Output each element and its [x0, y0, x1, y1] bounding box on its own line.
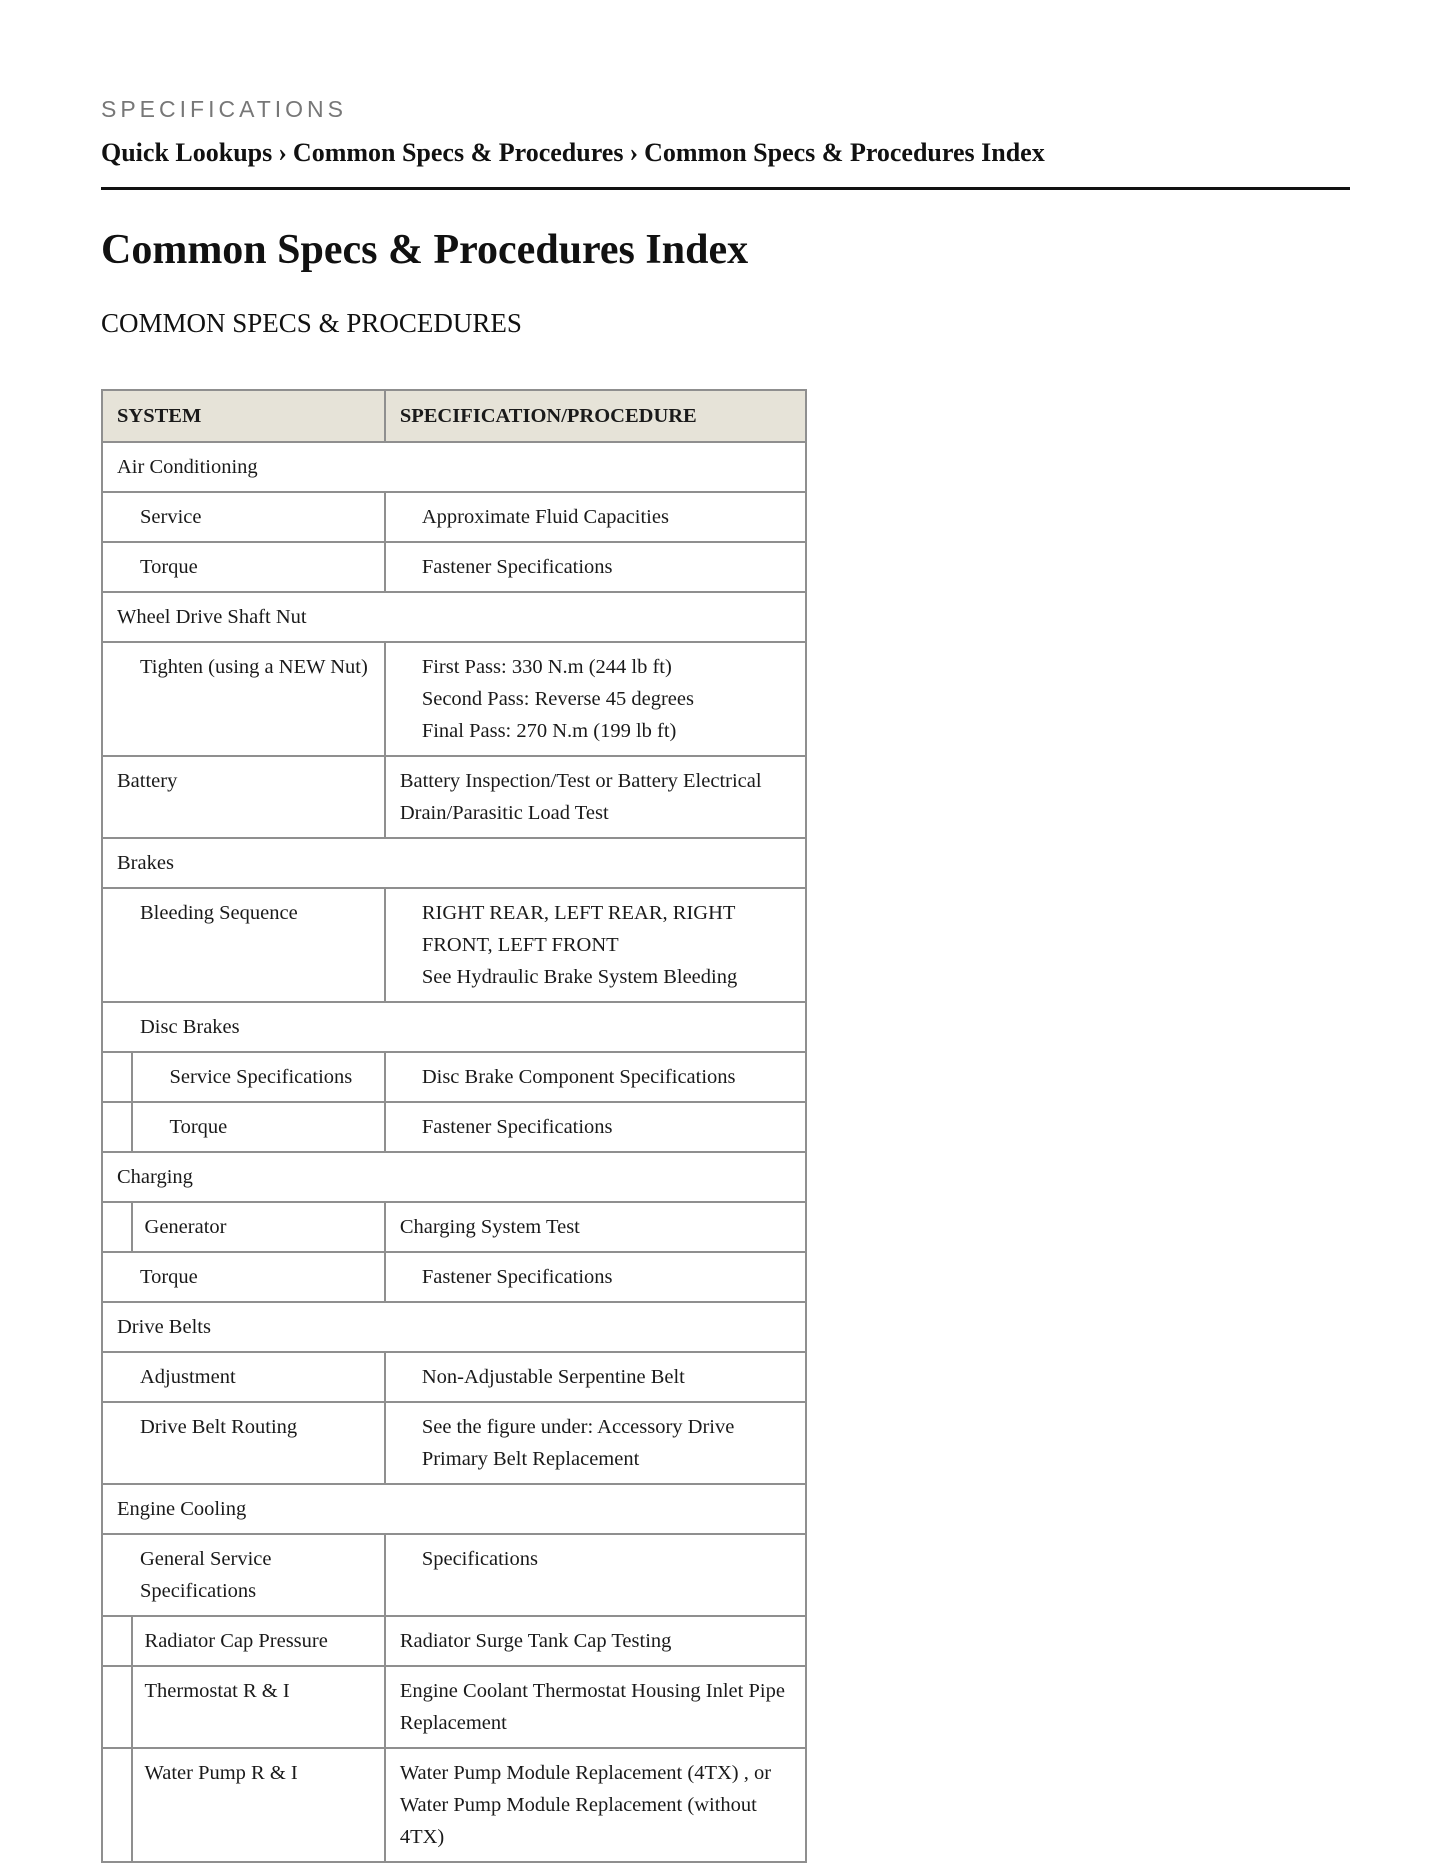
spec-cell: [385, 642, 806, 756]
table-row: [102, 642, 806, 756]
system-cell: Thermostat R & I: [132, 1666, 385, 1748]
column-header-system: SYSTEM: [102, 390, 385, 442]
table-row: [102, 1352, 806, 1402]
system-cell: Torque: [132, 1102, 385, 1152]
table-row: [102, 1534, 806, 1616]
breadcrumb-item-common-specs[interactable]: Common Specs & Procedures: [292, 138, 624, 167]
table-row: [102, 492, 806, 542]
table-row: [102, 1484, 806, 1534]
spec-cell[interactable]: Charging System Test: [385, 1202, 806, 1252]
indent-cell: [102, 1616, 132, 1666]
breadcrumb: [101, 138, 1045, 168]
system-cell: Radiator Cap Pressure: [132, 1616, 385, 1666]
system-cell: Torque: [102, 542, 385, 592]
spec-cell[interactable]: See the figure under: Accessory Drive Primary Belt Replacement: [385, 1402, 806, 1484]
spec-cell: Non-Adjustable Serpentine Belt: [385, 1352, 806, 1402]
system-cell: Torque: [102, 1252, 385, 1302]
spec-line: Second Pass: Reverse 45 degrees: [421, 688, 694, 710]
table-row: [102, 888, 806, 1002]
breadcrumb-separator: ›: [629, 138, 639, 167]
page-subtitle: COMMON SPECS & PROCEDURES: [101, 308, 522, 338]
table-row: [102, 1102, 806, 1152]
table-row: [102, 1152, 806, 1202]
indent-cell: [102, 1052, 132, 1102]
breadcrumb-separator: ›: [278, 138, 287, 167]
group-heading: Drive Belts: [102, 1302, 806, 1352]
table-row: [102, 1202, 806, 1252]
spec-cell[interactable]: Radiator Surge Tank Cap Testing: [385, 1616, 806, 1666]
group-heading: Engine Cooling: [102, 1484, 806, 1534]
system-cell: Bleeding Sequence: [102, 888, 385, 1002]
system-cell: Adjustment: [102, 1352, 385, 1402]
table-row: [102, 1302, 806, 1352]
system-cell: Battery: [102, 756, 385, 838]
table-row: [102, 756, 806, 838]
table-row: [102, 838, 806, 888]
table-header-row: [102, 390, 806, 442]
table-row: [102, 442, 806, 492]
table-row: [102, 1616, 806, 1666]
group-heading: Charging: [102, 1152, 806, 1202]
group-heading: Air Conditioning: [102, 442, 806, 492]
group-heading: Wheel Drive Shaft Nut: [102, 592, 806, 642]
system-cell: General Service Specifications: [102, 1534, 385, 1616]
spec-line: Final Pass: 270 N.m (199 lb ft): [421, 720, 677, 742]
spec-cell[interactable]: Water Pump Module Replacement (4TX) , or Water Pump Module Replacement (without 4TX): [385, 1748, 806, 1862]
table-row: [102, 1002, 806, 1052]
spec-cell[interactable]: Engine Coolant Thermostat Housing Inlet Pipe Replacement: [385, 1666, 806, 1748]
spec-cell[interactable]: Fastener Specifications: [385, 1252, 806, 1302]
spec-cell[interactable]: Specifications: [385, 1534, 806, 1616]
indent-cell: [102, 1202, 132, 1252]
system-cell: Service: [102, 492, 385, 542]
system-cell: Service Specifications: [132, 1052, 385, 1102]
spec-cell[interactable]: Fastener Specifications: [385, 542, 806, 592]
spec-cell[interactable]: Disc Brake Component Specifications: [385, 1052, 806, 1102]
spec-cell[interactable]: Fastener Specifications: [385, 1102, 806, 1152]
group-heading: Brakes: [102, 838, 806, 888]
section-label: SPECIFICATIONS: [101, 96, 347, 122]
indent-cell: [102, 1102, 132, 1152]
specs-table: [101, 389, 807, 1863]
system-cell: Generator: [132, 1202, 385, 1252]
table-row: [102, 1402, 806, 1484]
system-cell: Drive Belt Routing: [102, 1402, 385, 1484]
table-row: [102, 1052, 806, 1102]
column-header-specification: SPECIFICATION/PROCEDURE: [385, 390, 806, 442]
spec-line[interactable]: See Hydraulic Brake System Bleeding: [421, 966, 738, 988]
indent-cell: [102, 1748, 132, 1862]
page-title: Common Specs & Procedures Index: [101, 227, 749, 273]
table-row: [102, 1666, 806, 1748]
breadcrumb-item-current: Common Specs & Procedures Index: [644, 138, 1045, 167]
table-row: [102, 1748, 806, 1862]
table-row: [102, 542, 806, 592]
table-row: [102, 592, 806, 642]
spec-cell[interactable]: Battery Inspection/Test or Battery Electrical Drain/Parasitic Load Test: [385, 756, 806, 838]
table-row: [102, 1252, 806, 1302]
spec-cell: [385, 888, 806, 1002]
spec-line: First Pass: 330 N.m (244 lb ft): [421, 656, 672, 678]
subgroup-heading: Disc Brakes: [102, 1002, 806, 1052]
system-cell: Water Pump R & I: [132, 1748, 385, 1862]
header-divider: [101, 187, 1350, 190]
indent-cell: [102, 1666, 132, 1748]
spec-line: RIGHT REAR, LEFT REAR, RIGHT FRONT, LEFT FRONT: [421, 902, 736, 956]
breadcrumb-item-quick-lookups[interactable]: Quick Lookups: [101, 138, 273, 167]
system-cell: Tighten (using a NEW Nut): [102, 642, 385, 756]
spec-cell[interactable]: Approximate Fluid Capacities: [385, 492, 806, 542]
